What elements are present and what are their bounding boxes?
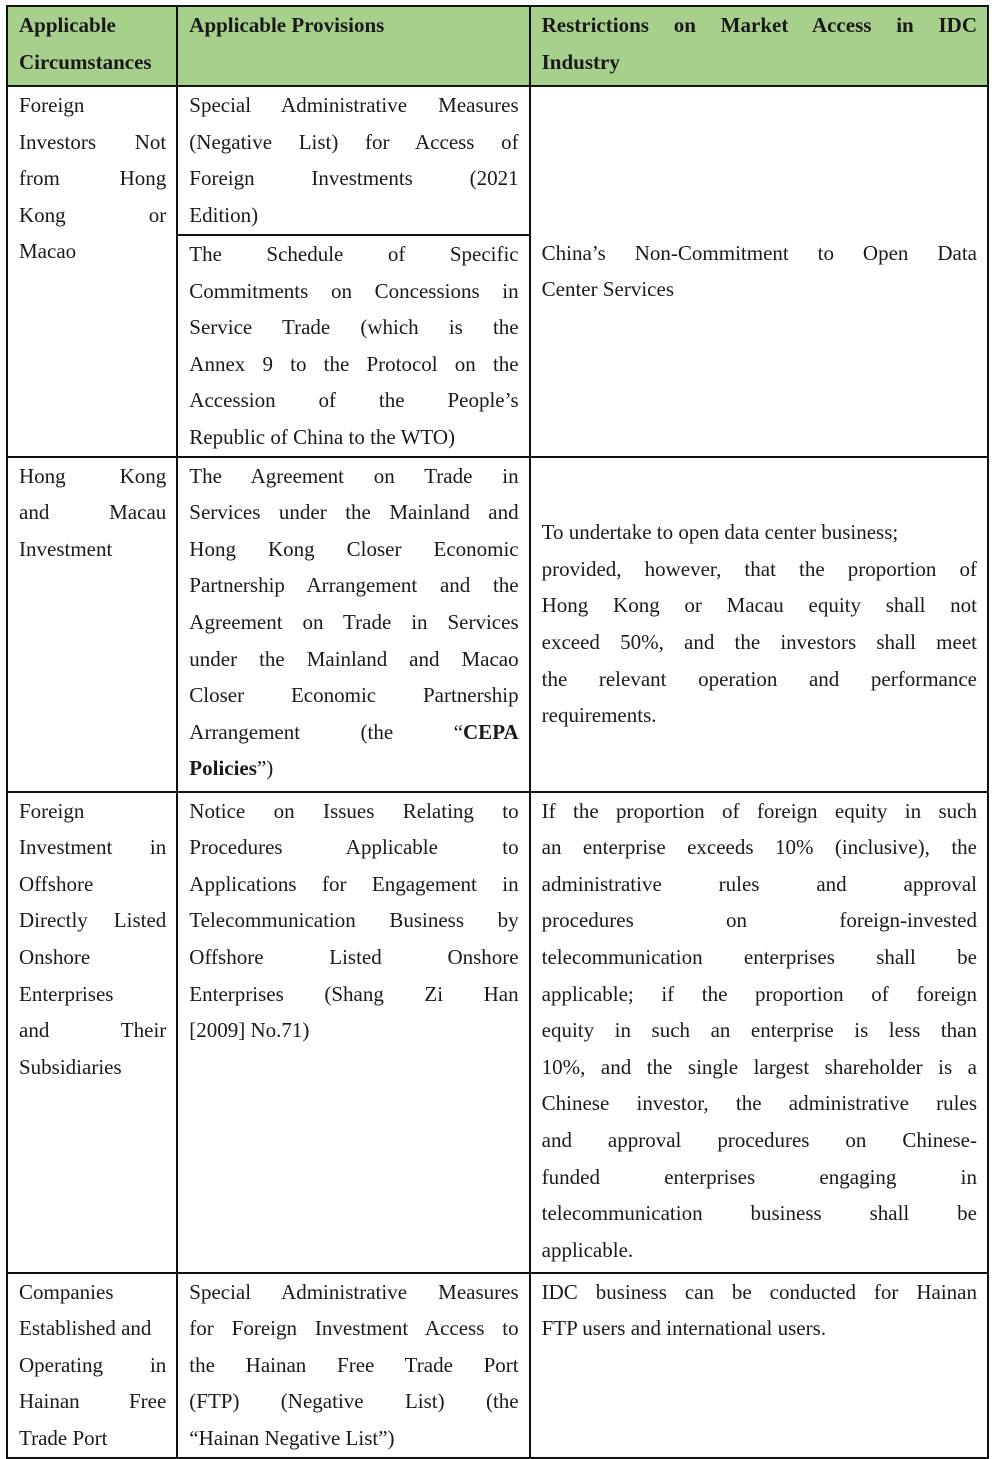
restriction-line: Center Services	[541, 277, 674, 302]
circumstance-line: Investors Not	[19, 129, 167, 154]
restriction-line: requirements.	[541, 703, 657, 728]
header-col2-text: Applicable Provisions	[189, 13, 385, 37]
restriction-line: telecommunication business shall be	[541, 1201, 977, 1226]
restriction-cell	[530, 1273, 988, 1458]
circumstance-line: Macao	[19, 239, 77, 264]
circumstance-line: and Their	[19, 1018, 167, 1043]
circumstance-line: from Hong	[19, 166, 167, 191]
provision-line-policies	[189, 750, 518, 787]
restriction-line: and approval procedures on Chinese-	[541, 1127, 977, 1152]
circumstance-line: Companies	[19, 1279, 114, 1304]
circumstance-line: Offshore	[19, 871, 94, 896]
restriction-line: Hong Kong or Macau equity shall not	[541, 593, 977, 618]
circumstance-cell	[7, 1273, 177, 1458]
provision-line: Procedures Applicable to	[189, 835, 519, 860]
restriction-line: the relevant operation and performance	[541, 666, 977, 691]
provision-line: Annex 9 to the Protocol on the	[189, 351, 519, 376]
cepa-term: CEPA	[463, 719, 519, 744]
restriction-cell	[530, 86, 988, 457]
circumstance-line: Enterprises	[19, 981, 114, 1006]
restriction-line: an enterprise exceeds 10% (inclusive), the	[541, 835, 977, 860]
circumstance-line: Subsidiaries	[19, 1054, 122, 1079]
provision-cell	[177, 792, 529, 1273]
circumstance-line: Hong Kong	[19, 463, 167, 488]
restriction-line: If the proportion of foreign equity in such	[541, 798, 977, 823]
provision-line-cepa	[189, 714, 518, 751]
provision-line: Service Trade (which is the	[189, 315, 519, 340]
restriction-cell	[530, 457, 988, 792]
restriction-line: Chinese investor, the administrative rules	[541, 1091, 977, 1116]
restriction-line: procedures on foreign-invested	[541, 908, 977, 933]
header-restrictions	[530, 6, 988, 86]
restriction-line: provided, however, that the proportion of	[541, 556, 977, 581]
circumstance-line: Operating in	[19, 1352, 167, 1377]
provision-line: Special Administrative Measures	[189, 93, 519, 117]
provision-text: Arrangement (the “	[189, 719, 464, 744]
circumstance-line: Investment in	[19, 835, 167, 860]
header-col1-line: Applicable	[19, 13, 116, 37]
circumstance-line: Established and	[19, 1316, 152, 1341]
provision-line: under the Mainland and Macao	[189, 646, 519, 671]
restriction-line: applicable.	[541, 1237, 634, 1262]
circumstance-cell	[7, 86, 177, 457]
restriction-cell	[530, 792, 988, 1273]
restriction-line: IDC business can be conducted for Hainan	[541, 1279, 977, 1304]
header-applicable-provisions	[177, 6, 529, 86]
provision-line: the Hainan Free Trade Port	[189, 1352, 519, 1377]
provision-cell	[177, 1273, 529, 1458]
provision-line: [2009] No.71)	[189, 1018, 310, 1043]
provision-line: Offshore Listed Onshore	[189, 944, 519, 969]
provision-line: Accession of the People’s	[189, 388, 519, 413]
circumstance-line: and Macau	[19, 500, 167, 525]
provision-line: Foreign Investments (2021	[189, 166, 519, 191]
provision-line: Partnership Arrangement and the	[189, 573, 519, 598]
table-row-foreign-investors	[7, 86, 988, 235]
provision-cell	[177, 235, 529, 457]
provision-line: (FTP) (Negative List) (the	[189, 1389, 519, 1414]
provision-line: Closer Economic Partnership	[189, 683, 519, 708]
cepa-term: Policies	[189, 756, 257, 781]
table-row-offshore-listed	[7, 792, 988, 1273]
provision-line: The Schedule of Specific	[189, 242, 519, 266]
provision-line: Notice on Issues Relating to	[189, 798, 519, 823]
provision-line: for Foreign Investment Access to	[189, 1316, 519, 1341]
provision-line: Commitments on Concessions in	[189, 278, 519, 303]
restriction-line: To undertake to open data center business;	[541, 520, 899, 545]
header-col1-line: Circumstances	[19, 49, 152, 74]
restriction-line: FTP users and international users.	[541, 1316, 827, 1341]
idc-market-access-table	[6, 5, 989, 1459]
provision-line: Agreement on Trade in Services	[189, 609, 519, 634]
provision-line: “Hainan Negative List”)	[189, 1425, 395, 1450]
header-col3-line: Industry	[541, 49, 620, 74]
circumstance-line: Foreign	[19, 93, 85, 117]
provision-line: Edition)	[189, 202, 259, 227]
provision-line: Hong Kong Closer Economic	[189, 536, 519, 561]
circumstance-cell	[7, 792, 177, 1273]
restriction-line: exceed 50%, and the investors shall meet	[541, 630, 977, 655]
header-col3-line: Restrictions on Market Access in IDC	[541, 13, 977, 37]
circumstance-line: Kong or	[19, 202, 167, 227]
circumstance-line: Foreign	[19, 798, 85, 823]
header-row	[7, 6, 988, 86]
provision-cell	[177, 86, 529, 235]
circumstance-line: Investment	[19, 536, 113, 561]
table-row-hk-macau	[7, 457, 988, 792]
restriction-line: China’s Non-Commitment to Open Data	[541, 240, 977, 265]
provision-line: Special Administrative Measures	[189, 1279, 519, 1304]
provision-line: The Agreement on Trade in	[189, 463, 519, 488]
restriction-line: applicable; if the proportion of foreign	[541, 981, 977, 1006]
provision-line: (Negative List) for Access of	[189, 129, 519, 154]
provision-line: Telecommunication Business by	[189, 908, 519, 933]
circumstance-cell	[7, 457, 177, 792]
circumstance-line: Onshore	[19, 944, 91, 969]
provision-line: Republic of China to the WTO)	[189, 424, 456, 449]
circumstance-line: Hainan Free	[19, 1389, 167, 1414]
provision-line: Enterprises (Shang Zi Han	[189, 981, 519, 1006]
circumstance-line: Directly Listed	[19, 908, 167, 933]
restriction-line: telecommunication enterprises shall be	[541, 944, 977, 969]
provision-line: Applications for Engagement in	[189, 871, 519, 896]
restriction-line: administrative rules and approval	[541, 871, 977, 896]
provision-text: ”)	[256, 756, 274, 781]
table-row-hainan-ftp	[7, 1273, 988, 1458]
restriction-line: equity in such an enterprise is less than	[541, 1018, 977, 1043]
provision-line: Services under the Mainland and	[189, 500, 519, 525]
header-applicable-circumstances	[7, 6, 177, 86]
provision-cell	[177, 457, 529, 792]
restriction-line: funded enterprises engaging in	[541, 1164, 977, 1189]
restriction-line: 10%, and the single largest shareholder is a	[541, 1054, 977, 1079]
circumstance-line: Trade Port	[19, 1425, 108, 1450]
